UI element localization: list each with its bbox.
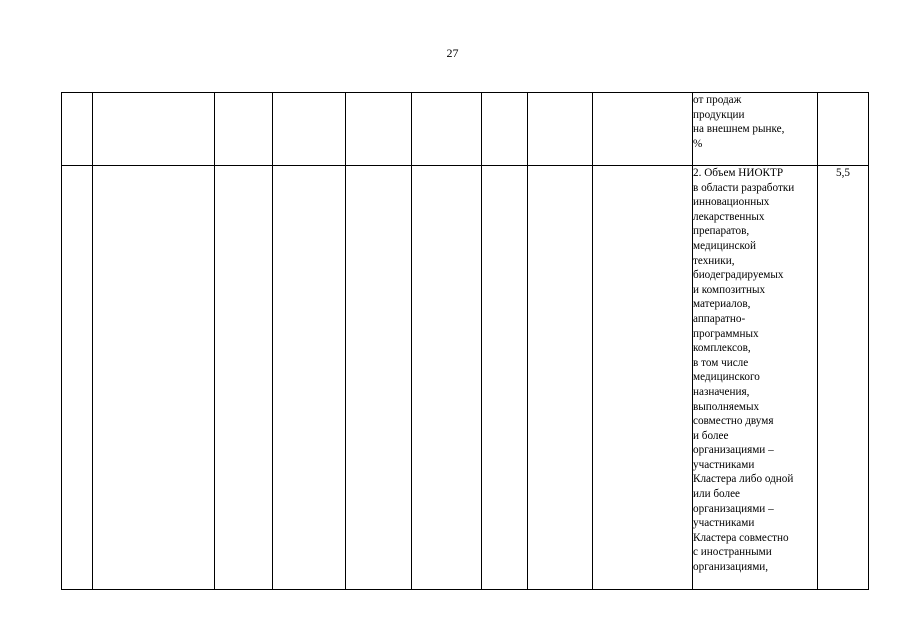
table-cell: [215, 166, 273, 590]
table-cell: [215, 93, 273, 166]
table-cell: [593, 166, 693, 590]
indicator-text-line: участниками: [693, 458, 755, 471]
indicator-text-line: и более: [693, 429, 729, 442]
indicator-text-line: лекарственных: [693, 210, 765, 223]
indicator-text-line: в том числе: [693, 356, 749, 369]
table-cell: [482, 93, 528, 166]
indicator-text-line: выполняемых: [693, 400, 760, 413]
table-cell: [93, 93, 215, 166]
indicator-text-line: техники,: [693, 254, 735, 267]
indicator-text-line: медицинской: [693, 239, 756, 252]
page-number: 27: [446, 46, 459, 60]
table-cell: [346, 93, 412, 166]
table-cell: [346, 166, 412, 590]
indicator-text-line: инновационных: [693, 196, 770, 209]
indicator-text-line: организациями –: [693, 502, 774, 515]
indicator-text-line: комплексов,: [693, 342, 751, 355]
indicator-text-line: с иностранными: [693, 546, 772, 559]
indicator-text-line: участниками: [693, 517, 755, 530]
indicator-cell: [693, 93, 818, 166]
indicator-text-line: продукции: [693, 108, 745, 121]
table-cell: [412, 93, 482, 166]
indicator-text-line: материалов,: [693, 298, 751, 311]
table-cell: [593, 93, 693, 166]
table-cell: [528, 93, 593, 166]
indicator-text-line: организациями,: [693, 561, 769, 574]
indicator-text-line: аппаратно-: [693, 312, 746, 325]
table-cell: [62, 166, 93, 590]
indicator-text-line: совместно двумя: [693, 415, 774, 428]
table-cell: [528, 166, 593, 590]
table-cell: [412, 166, 482, 590]
value-cell: 5,5: [818, 166, 869, 590]
table-row: [62, 166, 869, 590]
indicator-text-line: на внешнем рынке,: [693, 123, 785, 136]
indicator-text-line: медицинского: [693, 371, 760, 384]
indicator-text-line: программных: [693, 327, 759, 340]
table-cell: [62, 93, 93, 166]
indicator-text-line: назначения,: [693, 385, 750, 398]
indicator-text-line: в области разработки: [693, 181, 795, 194]
table-cell: [273, 166, 346, 590]
table-cell: [273, 93, 346, 166]
indicator-text-line: Кластера либо одной: [693, 473, 794, 486]
table-cell: [93, 166, 215, 590]
table-cell: [482, 166, 528, 590]
indicator-text-line: %: [693, 137, 703, 150]
indicator-text-line: биодеградируемых: [693, 269, 784, 282]
indicator-text-line: организациями –: [693, 444, 774, 457]
indicator-text-line: от продаж: [693, 94, 742, 106]
indicator-text-line: препаратов,: [693, 225, 750, 238]
indicator-text-line: или более: [693, 488, 741, 501]
table-row: [62, 93, 869, 166]
indicator-text-line: Кластера совместно: [693, 531, 789, 544]
indicator-text-line: и композитных: [693, 283, 766, 296]
document-table: [61, 92, 869, 590]
value-cell: [818, 93, 869, 166]
indicator-text-line: 2. Объем НИОКТР: [693, 167, 784, 179]
indicator-cell: [693, 166, 818, 590]
